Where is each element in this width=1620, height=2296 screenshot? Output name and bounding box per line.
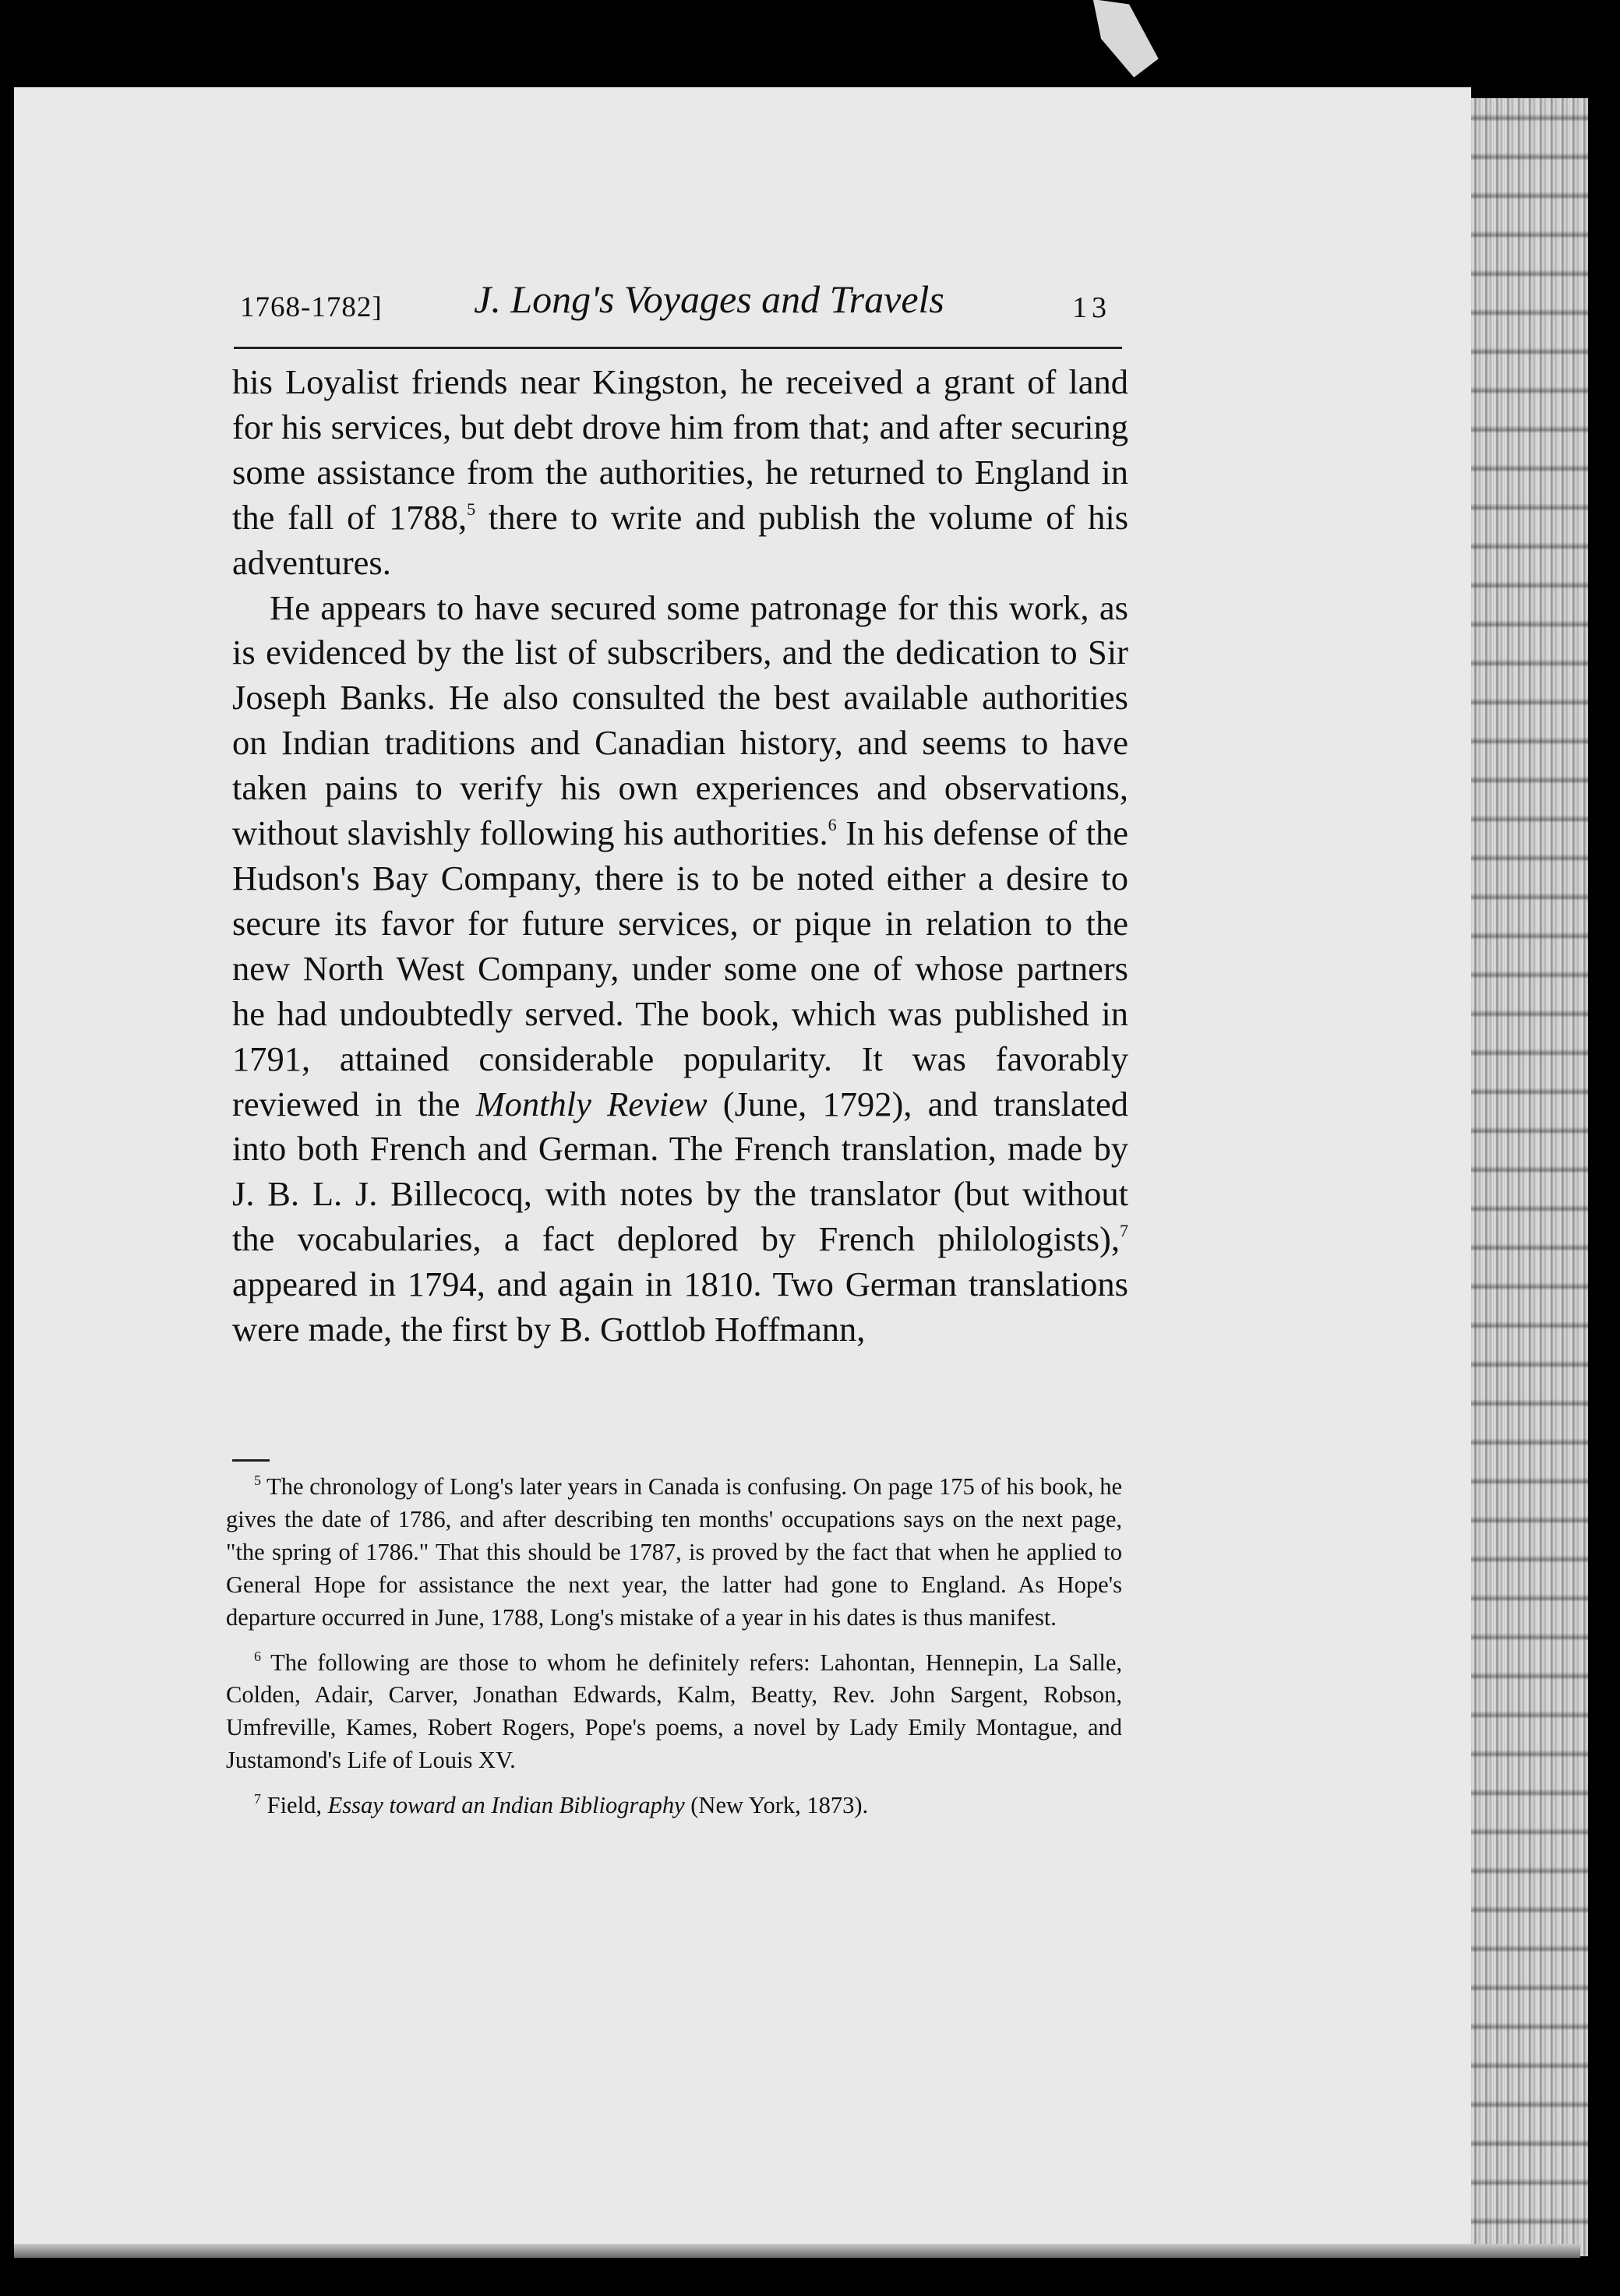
italic-title: Essay toward an Indian Bibliography (327, 1792, 685, 1819)
footnote-marker: 7 (254, 1791, 261, 1808)
paragraph-text: (June, 1792), and translated into both French and German. The French translation, made by J. B. L. J. Billecocq, with notes by the translator (but without the vocabularies, a fact deplored by French philologists), (232, 1084, 1128, 1259)
page-number: 13 (1072, 291, 1111, 324)
paragraph (232, 360, 1128, 586)
footnote-reference: 5 (467, 499, 476, 519)
page-bottom-edge (14, 2244, 1580, 2258)
paragraph-text: his Loyalist friends near Kingston, he received a grant of land for his services, but debt drove him from that; and after securing some assistance from the authorities, he returned to England in the fall of 1788, (232, 362, 1128, 537)
running-head (234, 277, 1122, 349)
paragraph (232, 586, 1128, 1353)
page-stack-shadow (1471, 98, 1588, 2256)
italic-title: Monthly Review (475, 1084, 708, 1123)
paragraph-text: He appears to have secured some patronage for this work, as is evidenced by the list of subscribers, and the dedication to Sir Joseph Banks. He also consulted the best available authorities on Indian traditions and Canadian history, and seems to have taken pains to verify his own experiences and observations, without slavishly following his authorities. (232, 587, 1128, 853)
footnote-reference: 7 (1120, 1221, 1128, 1241)
footnote-marker: 6 (254, 1648, 261, 1664)
paragraph-text: In his defense of the Hudson's Bay Company, there is to be noted either a desire to secure its favor for future services, or pique in relation to the new North West Company, under some one of whose partners he had undoubtedly served. The book, which was published in 1791, attained considerable popularity. It was favorably reviewed in the (232, 813, 1128, 1123)
paragraph-text: there to write and publish the volume of his adventures. (232, 497, 1129, 582)
footnotes (226, 1471, 1122, 1835)
footnote-text: (New York, 1873). (684, 1792, 869, 1819)
footnote-rule (232, 1459, 270, 1462)
paragraph-text: appeared in 1794, and again in 1810. Two German translations were made, the first by B. Gottlob Hoffmann, (232, 1264, 1128, 1349)
footnote-7 (226, 1790, 1122, 1822)
footnote-marker: 5 (254, 1472, 261, 1488)
footnote-text: Field, (266, 1792, 328, 1819)
footnote-6 (226, 1647, 1122, 1778)
body-text (232, 360, 1128, 1353)
footnote-reference: 6 (828, 815, 837, 835)
running-head-title: J. Long's Voyages and Travels (474, 277, 944, 321)
footnote-text: The chronology of Long's later years in Canada is confusing. On page 175 of his book, he gives the date of 1786, and after describing ten months' occupations says on the next page, "the spring of 1786." That this should be 1787, is proved by the fact that when he applied to General Hope for assistance the next year, the latter had gone to England. As Hope's departure occurred in June, 1788, Long's mistake of a year in his dates is thus manifest. (226, 1473, 1123, 1631)
running-head-dates: 1768-1782] (240, 291, 383, 323)
footnote-text: The following are those to whom he definitely refers: Lahontan, Hennepin, La Salle, Colden, Adair, Carver, Jonathan Edwards, Kalm, Beatty, Rev. John Sargent, Robson, Umfreville, Kames, Robert Rogers, Pope's poems, a novel by Lady Emily Montague, and Justamond's Life of Louis XV. (226, 1649, 1123, 1774)
footnote-5 (226, 1471, 1122, 1635)
